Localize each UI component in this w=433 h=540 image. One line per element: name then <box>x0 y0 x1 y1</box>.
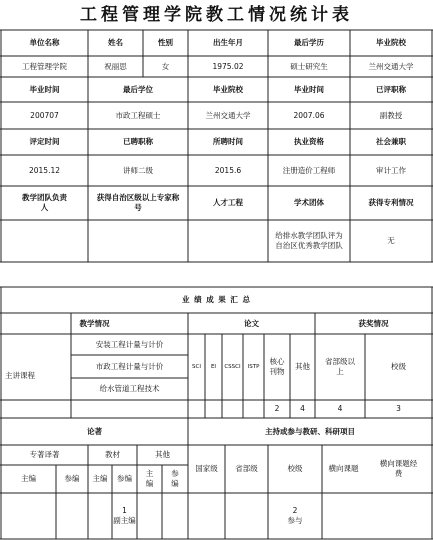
value-education: 硕士研究生 <box>290 61 328 71</box>
project-value-school: 2 参与 <box>287 506 303 525</box>
works-col-jiaocai: 教材 <box>105 450 120 459</box>
works-zhubian-1: 主编 <box>21 474 36 483</box>
value-birth: 1975.02 <box>212 61 244 71</box>
header-talent: 人才工程 <box>213 198 243 207</box>
main-course-label: 主讲课程 <box>5 371 35 380</box>
award-col-school: 校级 <box>391 362 406 371</box>
course-item: 给水管道工程技术 <box>99 384 160 393</box>
project-col-horizontal: 横向课题 <box>328 464 359 473</box>
paper-value-sci <box>188 400 205 418</box>
award-value-province: 4 <box>337 404 343 413</box>
value-assess-time: 2015.12 <box>28 165 60 175</box>
value-grad-time: 200707 <box>30 110 59 120</box>
page-title: 工程管理学院教工情况统计表 <box>80 5 353 25</box>
summary-title: 业 绩 成 果 汇 总 <box>181 295 252 304</box>
paper-col-other: 其他 <box>295 362 310 371</box>
header-grad-time: 毕业时间 <box>29 84 60 94</box>
header-hired-time: 所聘时间 <box>213 137 243 146</box>
header-degree-time: 毕业时间 <box>294 84 324 94</box>
header-papers: 论文 <box>244 318 259 328</box>
project-value-province <box>225 493 268 539</box>
award-col-province: 省部级以上 <box>325 357 355 376</box>
value-degree-time: 2007.06 <box>293 110 325 120</box>
value-social-role: 审计工作 <box>376 165 406 175</box>
value-hired-title: 讲师二级 <box>123 165 153 175</box>
header-academic: 学术团体 <box>294 198 324 207</box>
paper-value-other: 4 <box>300 404 305 413</box>
paper-col-sci: SCI <box>192 364 201 370</box>
header-works: 论著 <box>87 426 102 436</box>
header-degree-school: 毕业院校 <box>213 84 243 94</box>
header-hired-title: 已聘职称 <box>123 137 153 146</box>
project-col-school: 校级 <box>287 464 303 473</box>
works-value-5 <box>137 493 162 539</box>
value-gender: 女 <box>161 61 170 71</box>
works-canbian-3: 参编 <box>171 469 179 488</box>
paper-col-cssci: CSSCI <box>224 364 241 370</box>
project-value-funds <box>365 493 432 539</box>
header-awards: 获奖情况 <box>358 318 389 328</box>
value-hired-time: 2015.6 <box>214 165 242 175</box>
value-qualification: 注册造价工程师 <box>282 165 336 175</box>
course-item: 安装工程计量与计价 <box>95 339 164 349</box>
value-school: 兰州交通大学 <box>368 61 414 71</box>
works-value-1 <box>1 493 56 539</box>
value-academic: 给排水教学团队评为自治区优秀教学团队 <box>275 231 343 250</box>
project-value-national <box>188 493 225 539</box>
works-zhubian-3: 主编 <box>145 469 154 488</box>
award-value-school: 3 <box>396 404 401 413</box>
header-name: 姓名 <box>108 38 123 47</box>
header-qualification: 执业资格 <box>294 137 324 146</box>
works-value-4: 1 副主编 <box>113 506 136 525</box>
header-patent: 获得专利情况 <box>368 198 414 207</box>
paper-col-istp: ISTP <box>247 364 260 370</box>
header-assess-time: 评定时间 <box>29 137 60 146</box>
header-expert-title: 获得自治区级以上专家称号 <box>96 193 180 212</box>
header-education: 最后学历 <box>294 38 324 47</box>
works-canbian-1: 参编 <box>64 474 80 483</box>
project-col-national: 国家级 <box>195 464 218 473</box>
value-expert-title <box>88 220 188 262</box>
works-zhubian-2: 主编 <box>92 474 108 483</box>
works-canbian-2: 参编 <box>117 474 132 483</box>
paper-col-core: 核心刊物 <box>269 357 285 376</box>
paper-value-core: 2 <box>274 404 280 413</box>
works-col-zhuanzhu: 专著译著 <box>29 450 60 459</box>
header-gender: 性别 <box>158 38 173 47</box>
project-value-horizontal <box>322 493 365 539</box>
value-name: 祝丽思 <box>104 61 127 71</box>
header-social-role: 社会兼职 <box>376 137 406 146</box>
value-patent: 无 <box>387 236 395 245</box>
value-team-leader <box>1 220 88 262</box>
header-teaching: 教学情况 <box>79 318 110 328</box>
header-unit: 单位名称 <box>29 38 60 47</box>
project-col-province: 省部级 <box>235 464 258 473</box>
course-item: 市政工程计量与计价 <box>95 361 164 371</box>
paper-value-istp <box>243 400 264 418</box>
paper-col-ei: EI <box>210 364 217 370</box>
paper-value-cssci <box>222 400 243 418</box>
works-value-2 <box>56 493 88 539</box>
value-degree-school: 兰州交通大学 <box>205 110 251 120</box>
project-col-funds: 横向课题经费 <box>379 459 418 478</box>
header-degree: 最后学位 <box>123 84 153 94</box>
paper-value-ei <box>205 400 222 418</box>
works-col-other: 其他 <box>155 450 170 459</box>
works-value-6 <box>162 493 188 539</box>
header-projects: 主持或参与教研、科研项目 <box>265 426 355 436</box>
header-team-leader: 教学团队负责人 <box>22 193 67 212</box>
works-value-3 <box>88 493 112 539</box>
value-degree: 市政工程硕士 <box>115 110 161 120</box>
header-title: 已评职称 <box>376 84 406 94</box>
value-title: 副教授 <box>379 110 403 120</box>
header-school: 毕业院校 <box>376 38 406 47</box>
header-birth: 出生年月 <box>213 38 243 47</box>
value-unit: 工程管理学院 <box>22 61 67 71</box>
value-talent <box>188 220 268 262</box>
